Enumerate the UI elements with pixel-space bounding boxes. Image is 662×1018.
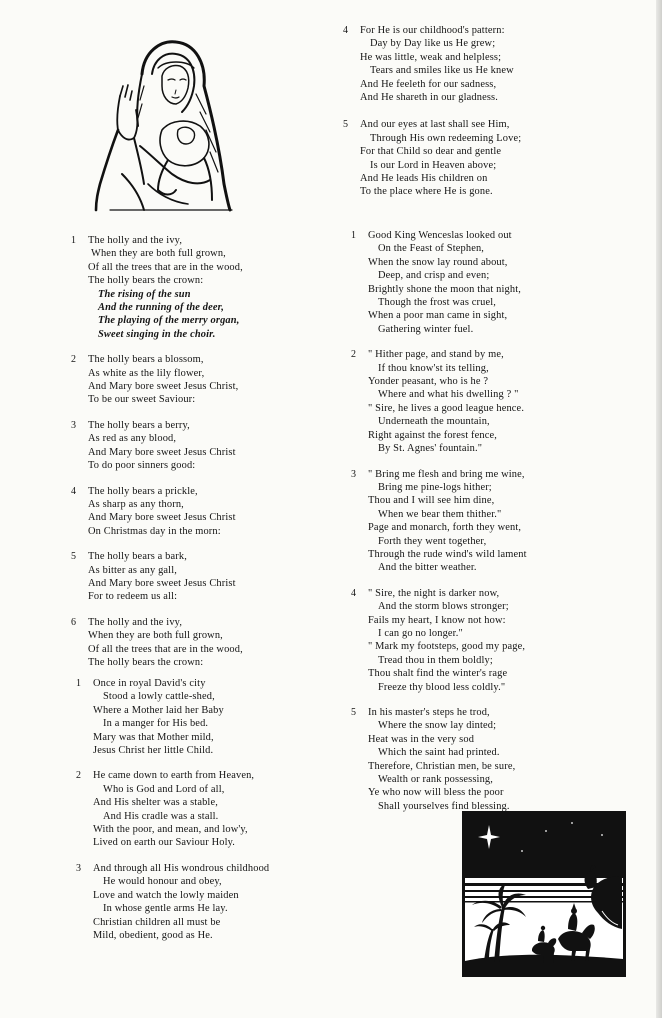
verse-line: Fails my heart, I know not how: (368, 614, 506, 626)
verse-line: Therefore, Christian men, be sure, (368, 760, 516, 772)
verse-line: Gathering winter fuel. (378, 323, 474, 335)
carol-holly-and-ivy (71, 234, 338, 669)
verse-line: On Christmas day in the morn: (88, 525, 221, 537)
verse-line: Heat was in the very sod (368, 733, 475, 745)
verse-number: 1 (71, 235, 76, 246)
verse (71, 550, 338, 604)
verse-line: Forth they went together, (378, 535, 487, 547)
verse-line: And the storm blows stronger; (378, 601, 509, 613)
verse-line: The holly bears the crown: (88, 656, 204, 668)
carol-childhood-continued (343, 24, 590, 199)
verse-line: Where the snow lay dinted; (378, 720, 497, 732)
verse (351, 587, 598, 694)
verse-number: 4 (351, 587, 356, 599)
verse-line: For that Child so dear and gentle (360, 146, 502, 158)
verse-line: On the Feast of Stephen, (378, 243, 485, 255)
verse (76, 677, 343, 757)
madonna-child-illustration (92, 34, 242, 212)
verse-line: And He feeleth for our sadness, (360, 78, 497, 90)
verse-line: Wealth or rank possessing, (378, 774, 494, 786)
verse-line: The holly bears a prickle, (88, 485, 198, 497)
verse-number: 3 (76, 862, 81, 874)
verse-line: He came down to earth from Heaven, (93, 770, 255, 782)
refrain-line: The playing of the merry organ, (98, 315, 240, 327)
verse (71, 234, 338, 341)
verse-line: Brightly shone the moon that night, (368, 283, 522, 295)
verse-line: The holly bears a berry, (88, 419, 190, 431)
verse-line: " Mark my footsteps, good my page, (368, 641, 526, 653)
verse (343, 24, 590, 104)
verse-number: 2 (71, 354, 76, 366)
verse-line: I can go no longer." (378, 627, 463, 639)
verse-number: 6 (71, 616, 76, 628)
verse-line: And He leads His children on (360, 173, 488, 185)
verse-number: 4 (71, 485, 76, 497)
verse-line: With the poor, and mean, and low'y, (93, 824, 248, 836)
verse-number: 2 (351, 349, 356, 361)
verse-line: Where a Mother laid her Baby (93, 704, 224, 716)
refrain-line: Sweet singing in the choir. (98, 328, 216, 340)
verse-line: Tread thou in them boldly; (378, 654, 493, 666)
verse (71, 616, 338, 670)
verse-line: In a manger for His bed. (103, 718, 209, 730)
magi-drawing (462, 811, 626, 977)
verse-line: And our eyes at last shall see Him, (360, 119, 510, 131)
verse (351, 706, 598, 813)
verse-line: Christian children all must be (93, 916, 221, 928)
verse-line: In his master's steps he trod, (368, 707, 490, 718)
verse-line: Yonder peasant, who is he ? (368, 376, 489, 388)
verse-line: Deep, and crisp and even; (378, 270, 490, 282)
verse-line: Jesus Christ her little Child. (93, 745, 214, 757)
verse-line: " Hither page, and stand by me, (368, 349, 504, 361)
verse-line: Ye who now will bless the poor (368, 787, 504, 799)
verse-line: Thou shalt find the winter's rage (368, 668, 508, 680)
verse-line: " Sire, he lives a good league hence. (368, 402, 525, 414)
verse-number: 4 (343, 25, 348, 36)
madonna-drawing (92, 34, 242, 212)
verse-line: Through His own redeeming Love; (370, 132, 522, 144)
verse-line: And He shareth in our gladness. (360, 92, 498, 104)
verse-line: Lived on earth our Saviour Holy. (93, 837, 236, 849)
verse-line: And Mary bore sweet Jesus Christ, (88, 381, 239, 393)
verse-line: The holly bears a bark, (88, 551, 187, 563)
verse-line: To be our sweet Saviour: (88, 394, 196, 406)
refrain-line: And the running of the deer, (98, 302, 225, 314)
verse-line: As sharp as any thorn, (88, 498, 184, 510)
verse-line: The holly and the ivy, (88, 235, 183, 246)
verse-line: " Sire, the night is darker now, (368, 587, 500, 599)
verse-line: In whose gentle arms He lay. (103, 903, 228, 915)
verse (351, 348, 598, 455)
verse-number: 5 (343, 119, 348, 131)
three-kings-illustration (462, 811, 626, 977)
verse-line: Stood a lowly cattle-shed, (103, 691, 215, 703)
verse (351, 229, 598, 336)
verse-line: He was little, weak and helpless; (360, 51, 502, 63)
verse-line: When we bear them thither." (378, 508, 502, 520)
verse (71, 353, 338, 407)
verse-line: And Mary bore sweet Jesus Christ (88, 577, 236, 589)
verse-line: To the place where He is gone. (360, 186, 493, 198)
verse-line: And Mary bore sweet Jesus Christ (88, 512, 236, 524)
verse-line: Of all the trees that are in the wood, (88, 643, 243, 655)
verse-line: Good King Wenceslas looked out (368, 230, 512, 241)
verse-number: 1 (76, 678, 81, 689)
verse-line: Day by Day like us He grew; (370, 38, 496, 50)
verse (71, 485, 338, 539)
verse-line: Where and what his dwelling ? " (378, 389, 519, 401)
verse-line: When a poor man came in sight, (368, 310, 508, 322)
verse-line: To do poor sinners good: (88, 460, 196, 472)
verse-line: And through all His wondrous childhood (93, 862, 270, 874)
verse-line: Right against the forest fence, (368, 429, 498, 441)
verse (76, 769, 343, 849)
verse-number: 3 (71, 419, 76, 431)
verse-line: Tears and smiles like us He knew (370, 65, 514, 77)
verse-line: Once in royal David's city (93, 678, 206, 689)
verse-line: Through the rude wind's wild lament (368, 548, 527, 560)
verse-line: The holly and the ivy, (88, 616, 183, 628)
verse-line: When the snow lay round about, (368, 256, 508, 268)
verse-line: Page and monarch, forth they went, (368, 522, 522, 534)
verse-line: As bitter as any gall, (88, 564, 178, 576)
verse-line: And the bitter weather. (378, 562, 477, 574)
verse-number: 2 (76, 770, 81, 782)
verse (343, 118, 590, 198)
verse-line: If thou know'st its telling, (378, 362, 489, 374)
verse-line: Which the saint had printed. (378, 747, 500, 759)
verse-number: 5 (351, 707, 356, 718)
verse-line: As white as the lily flower, (88, 367, 205, 379)
verse-line: Who is God and Lord of all, (103, 783, 225, 795)
verse-number: 1 (351, 230, 356, 241)
verse-line: And Mary bore sweet Jesus Christ (88, 446, 236, 458)
verse-number: 3 (351, 468, 356, 480)
verse-line: For to redeem us all: (88, 591, 178, 603)
verse-line: Of all the trees that are in the wood, (88, 261, 243, 273)
verse-line: Mary was that Mother mild, (93, 731, 214, 743)
verse-line: Bring me pine-logs hither; (378, 481, 492, 493)
verse-number: 5 (71, 551, 76, 563)
verse-line: Freeze thy blood less coldly." (378, 681, 506, 693)
verse (351, 468, 598, 575)
refrain-line: The rising of the sun (98, 288, 191, 300)
verse-line: Though the frost was cruel, (378, 297, 497, 309)
verse-line: The holly bears the crown: (88, 275, 204, 287)
verse-line: And His cradle was a stall. (103, 810, 219, 822)
verse-line: He would honour and obey, (103, 876, 222, 888)
verse-line: The holly bears a blossom, (88, 354, 204, 366)
verse-line: When they are both full grown, (88, 630, 223, 642)
carol-once-in-royal-davids-city (76, 677, 343, 942)
page-edge-shadow (656, 0, 662, 1018)
verse-line: Thou and I will see him dine, (368, 495, 495, 507)
verse-line: For He is our childhood's pattern: (360, 25, 505, 36)
verse-line: " Bring me flesh and bring me wine, (368, 468, 525, 480)
verse-line: Shall yourselves find blessing. (378, 800, 510, 812)
verse-line: Mild, obedient, good as He. (93, 929, 213, 941)
verse-line: By St. Agnes' fountain." (378, 443, 483, 455)
verse-line: Is our Lord in Heaven above; (370, 159, 497, 171)
carol-good-king-wenceslas (351, 229, 598, 813)
verse-line: As red as any blood, (88, 433, 177, 445)
verse (71, 419, 338, 473)
verse-line: Love and watch the lowly maiden (93, 889, 239, 901)
verse-line: And His shelter was a stable, (93, 797, 218, 809)
verse-line: When they are both full grown, (91, 248, 226, 260)
verse (76, 862, 343, 942)
verse-line: Underneath the mountain, (378, 416, 490, 428)
